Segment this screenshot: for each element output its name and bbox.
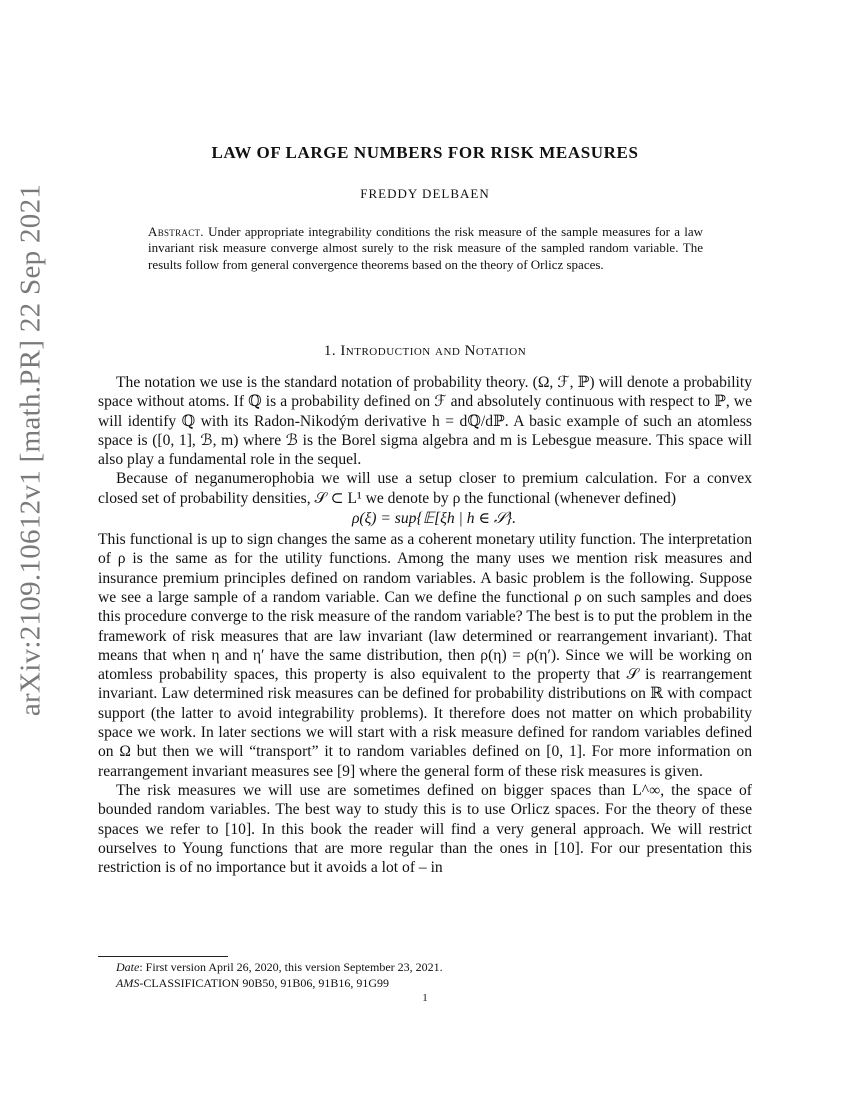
display-equation: ρ(ξ) = sup{𝔼[ξh | h ∈ 𝒮}. — [351, 510, 517, 528]
abstract-label: Abstract. — [148, 224, 204, 239]
body-text — [98, 373, 752, 877]
page-number: 1 — [422, 992, 428, 1004]
paragraph: The risk measures we will use are sometimes defined on bigger spaces than L^∞, the space of bounded random variables. The best way to study this is to use Orlicz spaces. For the theory of these spaces we refer to [10]. In this book the reader will find a very general approach. We will restrict ourselves to Young functions that are more regular than the ones in [10]. For our presentation this restriction is of no importance but it avoids a lot of – in — [98, 781, 752, 877]
abstract — [148, 224, 703, 273]
paragraph: Because of neganumerophobia we will use a setup closer to premium calculation. For a convex closed set of probability densities, 𝒮 ⊂ L¹ we denote by ρ the functional (whenever defined) — [98, 470, 752, 507]
classification-footnote — [116, 976, 443, 992]
date-text: : First version April 26, 2020, this version September 23, 2021. — [139, 960, 443, 974]
abstract-text: Under appropriate integrability conditions the risk measure of the sample measures for a law invariant risk measure converge almost surely to the risk measure of the sampled random variable. The results follow from general convergence theorems based on the theory of Orlicz spaces. — [148, 224, 703, 272]
footnotes — [116, 960, 443, 991]
footnote-rule — [98, 956, 228, 957]
classification-text: -CLASSIFICATION 90B50, 91B06, 91B16, 91G99 — [139, 975, 390, 990]
date-label: Date — [116, 960, 140, 974]
paper-title: LAW OF LARGE NUMBERS FOR RISK MEASURES — [211, 143, 639, 162]
author-name: FREDDY DELBAEN — [360, 186, 490, 201]
paragraph: This functional is up to sign changes the same as a coherent monetary utility function. The interpretation of ρ is the same as for the utility functions. Among the many uses we mention risk measures and insurance premium principles defined on random variables. A basic problem is the following. Suppose we see a large sample of a random variable. Can we define the functional ρ on such samples and does this procedure converge to the risk measure of the random variable? The best is to put the problem in the framework of risk measures that are law invariant (law determined or rearrangement invariant). That means that when η and η′ have the same distribution, then ρ(η) = ρ(η′). Since we will be working on atomless probability spaces, this property is also equivalent to the property that 𝒮 is rearrangement invariant. Law determined risk measures can be defined for probability distributions on ℝ with compact support (the latter to avoid integrability problems). It therefore does not matter on which probability space we work. In later sections we will start with a risk measure defined for random variables defined on Ω but then we will “transport” it to random variables defined on [0, 1]. For more information on rearrangement invariant measures see [9] where the general form of these risk measures is given. — [98, 531, 752, 780]
classification-label: AMS — [116, 975, 140, 990]
arxiv-identifier: arXiv:2109.10612v1 [math.PR] 22 Sep 2021 — [14, 183, 47, 717]
section-heading: 1. Introduction and Notation — [323, 343, 527, 359]
paragraph: The notation we use is the standard notation of probability theory. (Ω, ℱ, ℙ) will denote a probability space without atoms. If ℚ is a probability defined on ℱ and absolutely continuous with respect to ℙ, we will identify ℚ with its Radon-Nikodým derivative h = dℚ/dℙ. A basic example of such an atomless space is ([0, 1], ℬ, m) where ℬ is the Borel sigma algebra and m is Lebesgue measure. This space will also play a fundamental role in the sequel. — [98, 374, 752, 469]
arxiv-stamp — [8, 183, 54, 717]
date-footnote — [116, 960, 443, 976]
